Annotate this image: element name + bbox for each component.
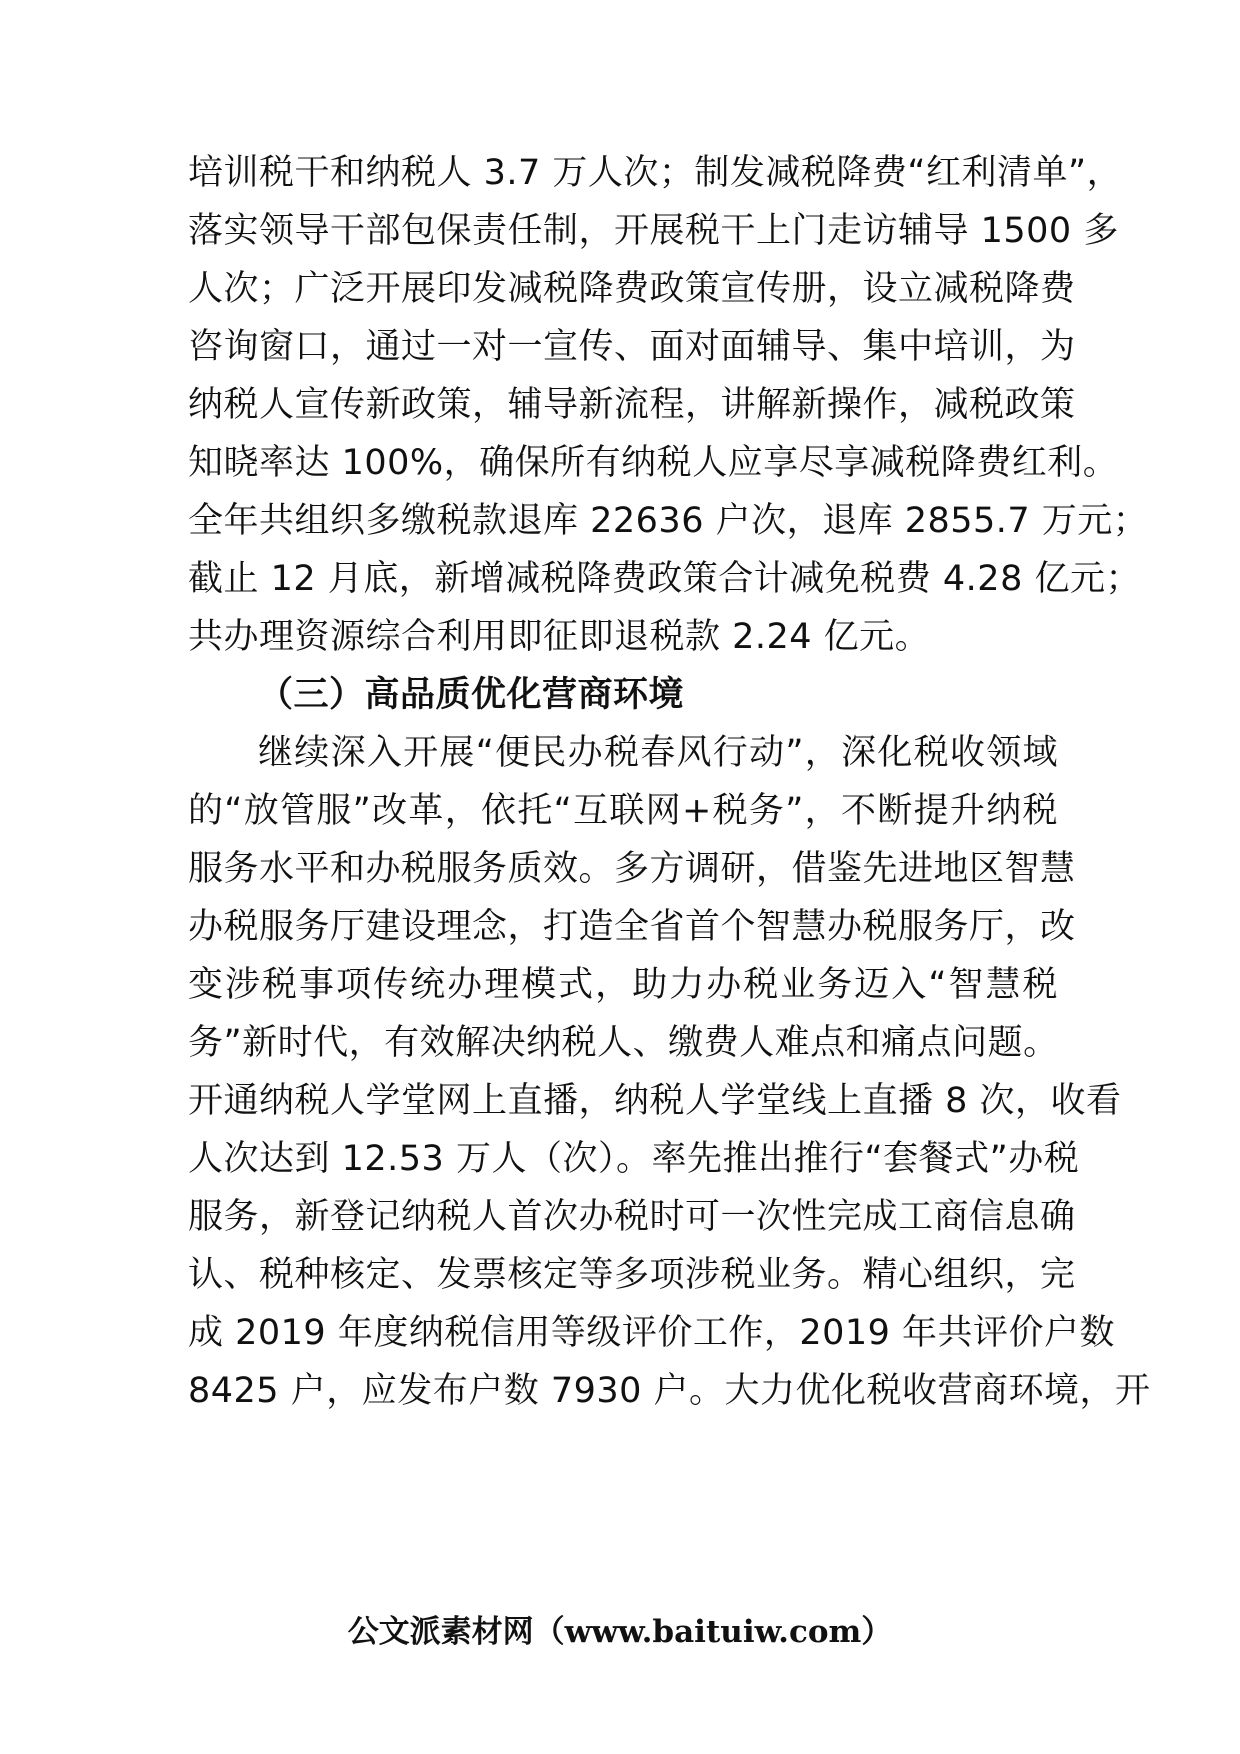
section-heading: （三）高品质优化营商环境	[258, 675, 685, 715]
paragraph-2-line-11: 成 2019 年度纳税信用等级评价工作，2019 年共评价户数	[188, 1313, 1116, 1353]
paragraph-1-line-2: 落实领导干部包保责任制，开展税干上门走访辅导 1500 多	[188, 211, 1119, 251]
paragraph-2-line-2: 的“放管服”改革，依托“互联网+税务”，不断提升纳税	[188, 791, 1058, 831]
paragraph-2-line-4: 办税服务厅建设理念，打造全省首个智慧办税服务厅，改	[188, 907, 1076, 947]
paragraph-2-line-9: 服务，新登记纳税人首次办税时可一次性完成工商信息确	[188, 1197, 1076, 1237]
footer-source: 公文派素材网（www.baituiw.com）	[347, 1614, 893, 1650]
paragraph-2-line-10: 认、税种核定、发票核定等多项涉税业务。精心组织，完	[188, 1255, 1076, 1295]
paragraph-2-line-5: 变涉税事项传统办理模式，助力办税业务迈入“智慧税	[188, 965, 1058, 1005]
paragraph-1-line-4: 咨询窗口，通过一对一宣传、面对面辅导、集中培训，为	[188, 327, 1076, 367]
paragraph-1-line-8: 截止 12 月底，新增减税降费政策合计减免税费 4.28 亿元；	[188, 559, 1141, 599]
paragraph-2-line-7: 开通纳税人学堂网上直播，纳税人学堂线上直播 8 次，收看	[188, 1081, 1122, 1121]
paragraph-1-line-3: 人次；广泛开展印发减税降费政策宣传册，设立减税降费	[188, 269, 1076, 309]
paragraph-1-line-7: 全年共组织多缴税款退库 22636 户次，退库 2855.7 万元；	[188, 501, 1149, 541]
paragraph-1-line-9: 共办理资源综合利用即征即退税款 2.24 亿元。	[188, 617, 931, 657]
paragraph-1-line-1: 培训税干和纳税人 3.7 万人次；制发减税降费“红利清单”，	[188, 153, 1123, 193]
paragraph-2-line-6: 务”新时代，有效解决纳税人、缴费人难点和痛点问题。	[188, 1023, 1059, 1063]
paragraph-2-line-1: 继续深入开展“便民办税春风行动”，深化税收领域	[258, 733, 1058, 773]
paragraph-2-line-12: 8425 户，应发布户数 7930 户。大力优化税收营商环境，开	[188, 1371, 1151, 1411]
paragraph-2-line-8: 人次达到 12.53 万人（次）。率先推出推行“套餐式”办税	[188, 1139, 1080, 1179]
paragraph-1-line-6: 知晓率达 100%，确保所有纳税人应享尽享减税降费红利。	[188, 443, 1119, 483]
paragraph-1-line-5: 纳税人宣传新政策，辅导新流程，讲解新操作，减税政策	[188, 385, 1076, 425]
paragraph-2-line-3: 服务水平和办税服务质效。多方调研，借鉴先进地区智慧	[188, 849, 1076, 889]
